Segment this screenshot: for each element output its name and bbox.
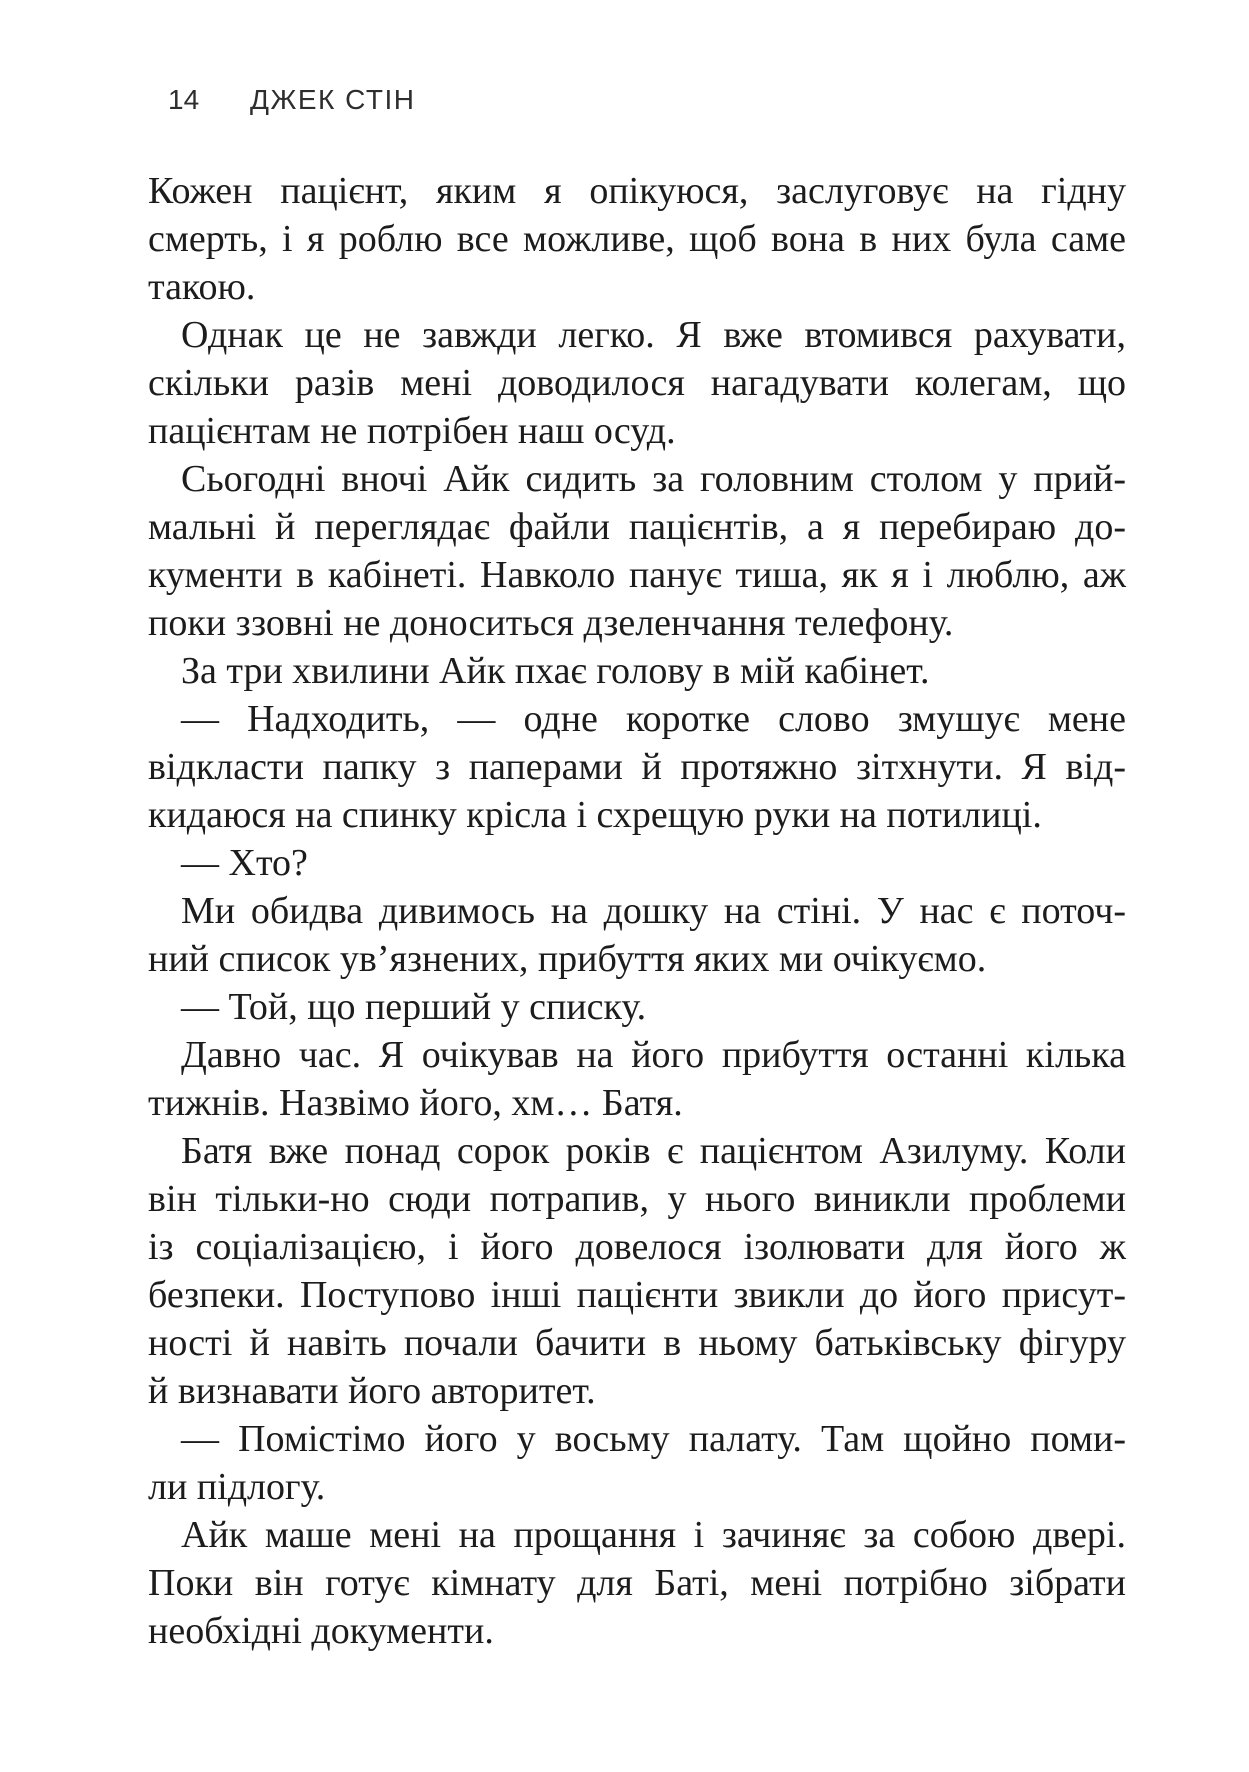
text-line: ний список ув’язнених, прибуття яких ми очікуємо. — [148, 938, 987, 980]
paragraph — [148, 647, 1126, 695]
text-line: він тільки-но сюди потрапив, у нього виникли проблеми — [148, 1178, 1126, 1220]
page-header — [0, 86, 1249, 120]
text-line: Айк маше мені на прощання і зачиняє за собою двері. — [181, 1514, 1126, 1556]
text-line: мальні й переглядає файли пацієнтів, а я перебираю до- — [148, 506, 1126, 548]
text-line: Ми обидва дивимось на дошку на стіні. У нас є поточ- — [181, 890, 1126, 932]
dialogue-paragraph — [148, 983, 1126, 1031]
text-line: Поки він готує кімнату для Баті, мені потрібно зібрати — [148, 1562, 1126, 1604]
text-line: безпеки. Поступово інші пацієнти звикли до його присут- — [148, 1274, 1126, 1316]
text-line: — Хто? — [181, 842, 308, 884]
text-line: Давно час. Я очікував на його прибуття останні кілька — [181, 1034, 1126, 1076]
paragraph — [148, 1127, 1126, 1415]
text-line: кидаюся на спинку крісла і схрещую руки на потилиці. — [148, 794, 1042, 836]
paragraph — [148, 1031, 1126, 1127]
text-line: смерть, і я роблю все можливе, щоб вона в них була саме — [148, 218, 1126, 260]
text-line: За три хвилини Айк пхає голову в мій кабінет. — [181, 650, 930, 692]
text-line: тижнів. Назвімо його, хм… Батя. — [148, 1082, 683, 1124]
body-text — [148, 167, 1126, 1655]
paragraph — [148, 455, 1126, 647]
text-line: Однак це не завжди легко. Я вже втомився рахувати, — [181, 314, 1126, 356]
text-line: Сьогодні вночі Айк сидить за головним столом у прий- — [181, 458, 1126, 500]
text-line: — Той, що перший у списку. — [181, 986, 647, 1028]
text-line: — Надходить, — одне коротке слово змушує мене — [181, 698, 1126, 740]
text-line: такою. — [148, 266, 256, 308]
text-line: Кожен пацієнт, яким я опікуюся, заслуговує на гідну — [148, 170, 1126, 212]
text-line: ли підлогу. — [148, 1466, 326, 1508]
text-line: поки ззовні не доноситься дзеленчання телефону. — [148, 602, 954, 644]
dialogue-paragraph — [148, 839, 1126, 887]
text-line: скільки разів мені доводилося нагадувати колегам, що — [148, 362, 1126, 404]
text-line: кументи в кабінеті. Навколо панує тиша, як я і люблю, аж — [148, 554, 1126, 596]
text-line: необхідні документи. — [148, 1610, 494, 1652]
text-line: відкласти папку з паперами й протяжно зітхнути. Я від- — [148, 746, 1126, 788]
paragraph — [148, 311, 1126, 455]
text-line: Батя вже понад сорок років є пацієнтом Азилуму. Коли — [181, 1130, 1126, 1172]
text-line: із соціалізацією, і його довелося ізолювати для його ж — [148, 1226, 1126, 1268]
dialogue-paragraph — [148, 695, 1126, 839]
page-number: 14 — [168, 84, 200, 115]
paragraph — [148, 167, 1126, 311]
paragraph — [148, 1511, 1126, 1655]
text-line: ності й навіть почали бачити в ньому батьківську фігуру — [148, 1322, 1126, 1364]
dialogue-paragraph — [148, 1415, 1126, 1511]
text-line: пацієнтам не потрібен наш осуд. — [148, 410, 676, 452]
running-title: ДЖЕК СТІН — [250, 84, 416, 115]
text-line: й визнавати його авторитет. — [148, 1370, 596, 1412]
paragraph — [148, 887, 1126, 983]
text-line: — Помістімо його у восьму палату. Там щойно поми- — [181, 1418, 1126, 1460]
